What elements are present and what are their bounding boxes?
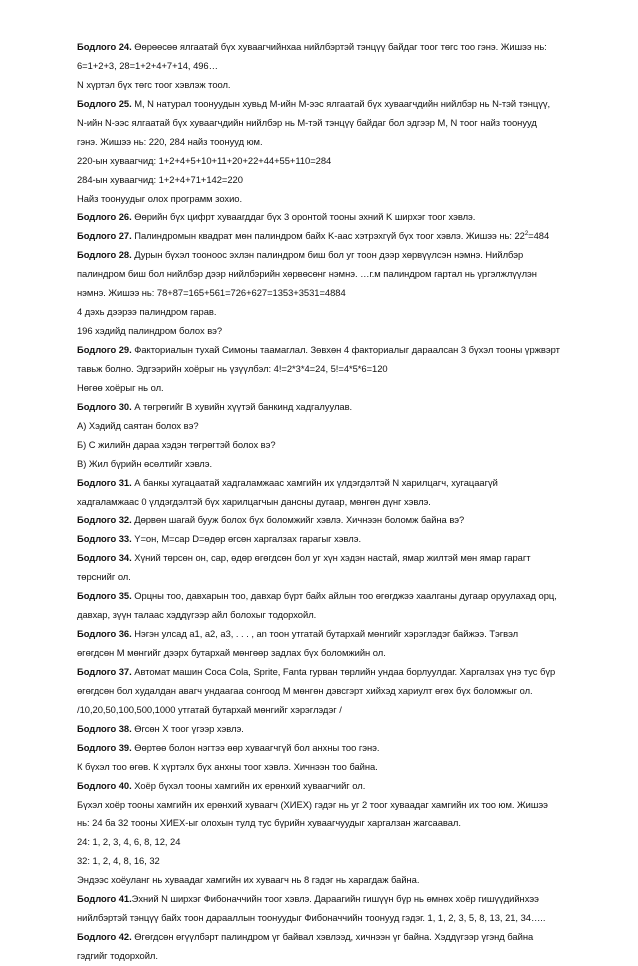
line-text: гэнэ. Жишээ нь: 220, 284 найз тоонууд юм. [77,135,263,147]
text-line [77,246,597,265]
text-line [77,227,597,246]
line-text: Орцны тоо, давхарын тоо, давхар бүрт байх айлын тоо өгөгджээ хаалганы дугаар оруулахад орц, [131,590,557,602]
text-line [77,814,597,833]
problem-heading: Бодлого 24. [77,41,132,52]
text-line [77,663,597,682]
line-text: Хоёр бүхэл тооны хамгийн их ерөнхий хуваагчийг ол. [131,779,366,791]
document-page [77,38,597,966]
line-text: В) Жил бүрийн өсөлтийг хэвлэ. [77,457,213,469]
line-text: Нөгөө хоёрыг нь ол. [77,381,164,393]
text-line [77,852,597,871]
line-text: Эндээс хоёуланг нь хуваадаг хамгийн их хуваагч нь 8 гэдэг нь харагдаж байна. [77,874,420,886]
text-line [77,833,597,852]
line-text: Өгөгдсөн өгүүлбэрт палиндром үг байвал хэвлээд, хичнээн үг байна. Хэддүгээр үгэнд байна [131,931,534,943]
line-text: палиндром биш бол нийлбэр дээр нийлбэрийн хөрвөсөнг нэмнэ. …г.м палиндром гартал нь үргэлжлүүлэн [77,268,537,280]
text-line [77,208,597,227]
line-text: А төгрөгийг B хувийн хүүтэй банкинд хадгалуулав. [131,400,353,412]
problem-heading: Бодлого 35. [77,590,132,602]
superscript-exponent: 2 [524,231,529,238]
text-line [77,909,597,928]
problem-heading: Бодлого 37. [77,665,132,677]
text-line [77,474,597,493]
text-line [77,606,597,625]
text-line [77,76,597,95]
line-text: төрснийг ол. [77,571,131,583]
text-line [77,625,597,644]
line-text: А банкы хугацаатай хадгаламжаас хамгийн их үлдэгдэлтэй N харилцагч, хугацаагүй [131,476,498,488]
line-text: M, N натурал тоонуудын хувьд M-ийн M-ээс ялгаатай бүх хуваагчдийн нийлбэр нь N-тэй тэнцүү, [131,97,551,109]
problem-heading: Бодлого 30. [77,400,132,412]
text-line [77,701,597,720]
text-line [77,796,597,815]
problem-heading: Бодлого 41. [77,893,132,905]
line-text: Өөрөөсөө ялгаатай бүх хуваагчийнхаа нийлбэртэй тэнцүү байдаг тоог төгс тоо гэнэ. Жишээ нь: [131,41,547,52]
problem-heading: Бодлого 38. [77,722,132,734]
line-text: 4 дэхь дээрээ палиндром гарав. [77,306,217,318]
text-line [77,38,597,57]
line-text: /10,20,50,100,500,1000 утгатай бутархай мөнгийг хэрэглэдэг / [77,703,342,715]
text-line [77,739,597,758]
line-text: N хүртэл бүх төгс тоог хэвлэж тоол. [77,78,231,90]
line-text: нь: 24 ба 32 тооны ХИЕХ-ыг олохын тулд тус бүрийн хуваагчуудыг харгалзан жагсаавал. [77,817,461,829]
text-line [77,644,597,663]
text-line [77,758,597,777]
line-text: Хүний төрсөн он, сар, өдөр өгөгдсөн бол уг хүн хэдэн настай, ямар жилтэй мөн ямар гарагт [131,552,531,564]
text-line [77,114,597,133]
problem-heading: Бодлого 29. [77,344,132,355]
line-text: К бүхэл тоо өгөв. К хүртэлх бүх анхны тоог хэвлэ. Хичнээн тоо байна. [77,760,378,772]
line-text: хадгаламжаас 0 үлдэгдэлтэй бүх харилцагчын дансны дугаар, мөнгөн дүнг хэвлэ. [77,495,431,507]
text-line [77,360,597,379]
problem-heading: Бодлого 25. [77,97,132,109]
line-text: давхар, зүүн талаас хэддүгээр айл болохыг тодорхойл. [77,609,317,621]
line-text: Бүхэл хоёр тооны хамгийн их ерөнхий хуваагч (ХИЕХ) гэдэг нь уг 2 тоог хуваадаг хамгийн их тоо юм. Жишээ [77,798,548,810]
line-text: нэмнэ. Жишээ нь: 78+87=165+561=726+627=1353+3531=4884 [77,287,346,299]
text-line [77,417,597,436]
line-text: 220-ын хуваагчид: 1+2+4+5+10+11+20+22+44+55+110=284 [77,154,332,166]
text-line [77,341,597,360]
text-line [77,587,597,606]
text-line [77,720,597,739]
problem-heading: Бодлого 32. [77,514,132,526]
line-text: гэдгийг тодорхойл. [77,950,158,961]
line-text: Өөрийн бүх цифрт хуваагддаг бүх 3 оронтой тооны эхний K ширхэг тоог хэвлэ. [131,211,476,223]
problem-heading: Бодлого 42. [77,931,132,943]
text-line [77,322,597,341]
text-line [77,57,597,76]
text-line [77,871,597,890]
text-line [77,265,597,284]
text-line [77,190,597,209]
text-line [77,171,597,190]
line-text: Палиндромын квадрат мөн палиндром байх K-аас хэтрэхгүй бүх тоог хэвлэ. Жишээ нь: 22 [131,230,525,242]
line-text: Өгсөн X тоог үгээр хэвлэ. [131,722,244,734]
problem-heading: Бодлого 40. [77,779,132,791]
line-text: Найз тоонуудыг олох программ зохио. [77,192,243,204]
line-text: 6=1+2+3, 28=1+2+4+7+14, 496… [77,59,218,71]
line-text: Дөрвөн шагай бууж болох бүх боломжийг хэвлэ. Хичнээн боломж байна вэ? [131,514,465,526]
line-text: 32: 1, 2, 4, 8, 16, 32 [77,855,160,867]
text-line [77,152,597,171]
text-line [77,511,597,530]
problem-heading: Бодлого 36. [77,628,132,640]
text-line [77,303,597,322]
line-text-after: =484 [528,230,550,242]
text-line [77,133,597,152]
problem-heading: Бодлого 28. [77,249,132,261]
line-text: N-ийн N-ээс ялгаатай бүх хуваагчдийн нийлбэр нь M-тэй тэнцүү байдаг бол эдгээр M, N тоог найз тоонууд [77,116,537,128]
problem-heading: Бодлого 39. [77,741,132,753]
text-line [77,398,597,417]
line-text: Нэгэн улсад a1, a2, a3, . . . , an тоон утгатай бутархай мөнгийг хэрэглэдэг байжээ. Тэгвэл [131,628,519,640]
problem-heading: Бодлого 33. [77,533,132,545]
text-line [77,493,597,512]
line-text: өгөгдсөн бол худалдан авагч ундаагаа сонгоод M мөнгөн дэвсгэрт хийхэд хариулт өгөх бүх боломжыг ол. [77,684,533,696]
line-text: Y=он, M=сар D=өдөр өгсөн харгалзах гарагыг хэвлэ. [131,533,362,545]
line-text: Факториалын тухай Симоны таамаглал. Зөвхөн 4 факториалыг дараалсан 3 бүхэл тооны үржвэрт [131,344,560,355]
line-text: Өөртөө болон нэгтээ өөр хуваагчгүй бол анхны тоо гэнэ. [131,741,380,753]
line-text: өгөгдсөн M мөнгийг дээрх бутархай мөнгөөр задлах бүх боломжийн ол. [77,647,386,658]
text-line [77,947,597,966]
text-line [77,95,597,114]
text-line [77,777,597,796]
line-text: А) Хэдийд саятан болох вэ? [77,419,199,431]
problem-heading: Бодлого 31. [77,476,132,488]
text-line [77,530,597,549]
line-text: Эхний N ширхэг Фибоначчийн тоог хэвлэ. Дараагийн гишүүн бүр нь өмнөх хоёр гишүүдийнхээ [131,893,539,905]
line-text: 24: 1, 2, 3, 4, 6, 8, 12, 24 [77,836,181,848]
text-line [77,455,597,474]
text-line [77,284,597,303]
text-line [77,436,597,455]
line-text: 284-ын хуваагчид: 1+2+4+71+142=220 [77,173,243,185]
problem-heading: Бодлого 27. [77,230,132,242]
line-text: нийлбэртэй тэнцүү байх тоон дарааллын тоонуудыг Фибоначчийн тоонууд гэдэг. 1, 1, 2, 3, 5, 8, 13, 21, 34….. [77,912,546,924]
text-line [77,568,597,587]
text-line [77,928,597,947]
text-line [77,379,597,398]
line-text: 196 хэдийд палиндром болох вэ? [77,325,223,337]
text-line [77,890,597,909]
text-line [77,549,597,568]
line-text: Автомат машин Coca Cola, Sprite, Fanta гурван төрлийн ундаа борлуулдаг. Харгалзах үнэ тус бүр [131,665,556,677]
line-text: тавьж болно. Эдгээрийн хоёрыг нь үзүүлбэл: 4!=2*3*4=24, 5!=4*5*6=120 [77,362,388,374]
line-text: Б) C жилийн дараа хэдэн төгрөгтэй болох вэ? [77,438,276,450]
text-line [77,682,597,701]
line-text: Дурын бүхэл тооноос эхлэн палиндром биш бол уг тоон дээр хөрвүүлсэн нэмнэ. Нийлбэр [131,249,524,261]
problem-heading: Бодлого 26. [77,211,132,223]
problem-heading: Бодлого 34. [77,552,132,564]
